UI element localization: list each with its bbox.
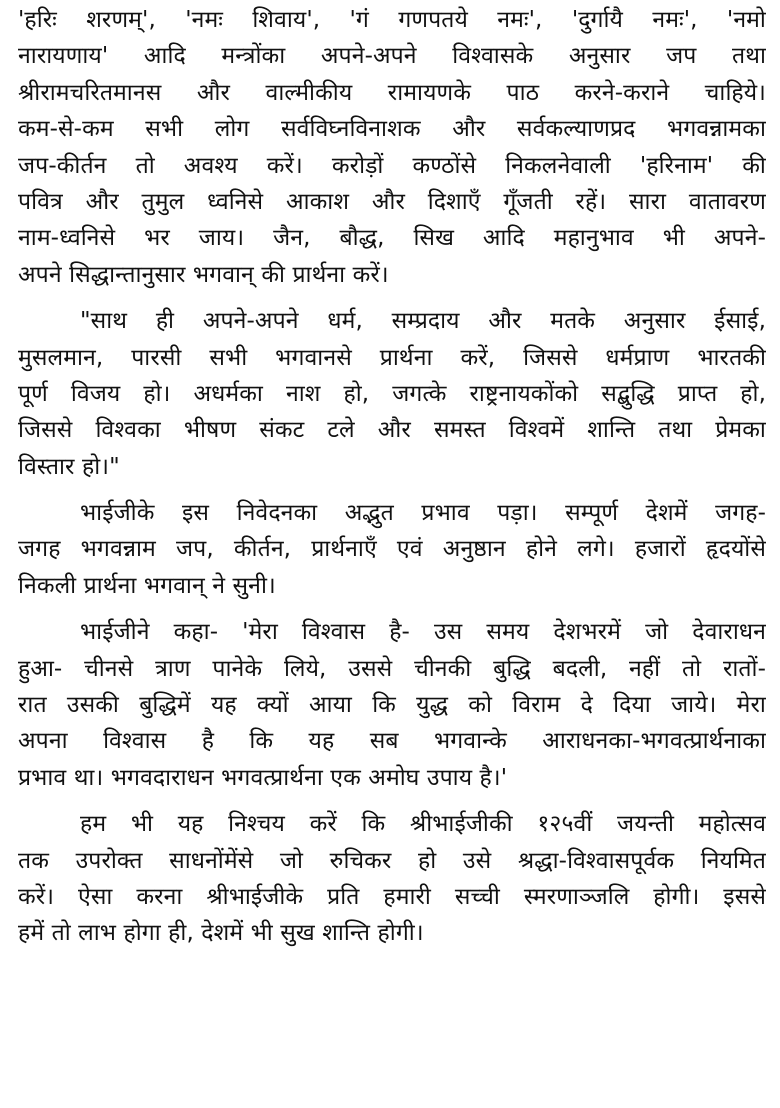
text-line: हम भी यह निश्चय करें कि श्रीभाईजीकी १२५वीं जयन्ती महोत्सव [80,811,766,838]
text-line: करें। ऐसा करना श्रीभाईजीके प्रति हमारी सच्ची स्मरणाञ्जलि होगी। इससे [18,883,766,910]
text-line: 'हरिः शरणम्', 'नमः शिवाय', 'गं गणपतये नमः', 'दुर्गायै नमः', 'नमो [18,7,766,33]
text-line: हुआ- चीनसे त्राण पानेके लिये, उससे चीनकी बुद्धि बदली, नहीं तो रातों- [18,655,766,682]
text-line: प्रभाव था। भगवदाराधन भगवत्प्रार्थना एक अमोघ उपाय है।' [18,764,508,791]
text-line: भाईजीके इस निवेदनका अद्भुत प्रभाव पड़ा। सम्पूर्ण देशमें जगह- [80,500,766,527]
paragraph-effect [18,495,766,604]
text-line: नारायणाय' आदि मन्त्रोंका अपने-अपने विश्वासके अनुसार जप तथा [18,43,766,70]
text-line: जगह भगवन्नाम जप, कीर्तन, प्रार्थनाएँ एवं अनुष्ठान होने लगे। हजारों हृदयोंसे [18,536,766,563]
text-line: पवित्र और तुमुल ध्वनिसे आकाश और दिशाएँ गूँजती रहें। सारा वातावरण [18,188,766,215]
text-line: निकली प्रार्थना भगवान् ने सुनी। [18,572,276,599]
text-line: जप-कीर्तन तो अवश्य करें। करोड़ों कण्ठोंसे निकलनेवाली 'हरिनाम' की [18,152,766,179]
text-line: "साथ ही अपने-अपने धर्म, सम्प्रदाय और मतके अनुसार ईसाई, [80,308,766,335]
text-line: जिससे विश्वका भीषण संकट टले और समस्त विश्वमें शान्ति तथा प्रेमका [18,417,766,444]
paragraph-resolution [18,806,766,952]
text-line: विस्तार हो।" [18,453,120,480]
text-line: भाईजीने कहा- 'मेरा विश्वास है- उस समय देशभरमें जो देवाराधन [80,619,766,646]
text-line: मुसलमान, पारसी सभी भगवानसे प्रार्थना करें, जिससे धर्मप्राण भारतकी [18,344,766,371]
text-line: रात उसकी बुद्धिमें यह क्यों आया कि युद्ध को विराम दे दिया जाये। मेरा [18,692,766,719]
paragraph-quote [18,303,766,485]
text-line: पूर्ण विजय हो। अधर्मका नाश हो, जगत्के राष्ट्रनायकोंको सद्बुद्धि प्राप्त हो, [18,380,766,407]
paragraph-bhaiji-said [18,614,766,796]
text-line: श्रीरामचरितमानस और वाल्मीकीय रामायणके पाठ करने-कराने चाहिये। [18,79,766,106]
paragraph-mantras [18,2,766,293]
text-line: नाम-ध्वनिसे भर जाय। जैन, बौद्ध, सिख आदि महानुभाव भी अपने- [18,225,766,252]
text-line: हमें तो लाभ होगा ही, देशमें भी सुख शान्ति होगी। [18,920,424,947]
text-line: तक उपरोक्त साधनोंमेंसे जो रुचिकर हो उसे श्रद्धा-विश्वासपूर्वक नियमित [18,847,766,874]
text-line: अपना विश्वास है कि यह सब भगवान्के आराधनका-भगवत्प्रार्थनाका [18,728,766,755]
text-line: अपने सिद्धान्तानुसार भगवान् की प्रार्थना करें। [18,261,389,288]
text-line: कम-से-कम सभी लोग सर्वविघ्नविनाशक और सर्वकल्याणप्रद भगवन्नामका [18,116,766,143]
